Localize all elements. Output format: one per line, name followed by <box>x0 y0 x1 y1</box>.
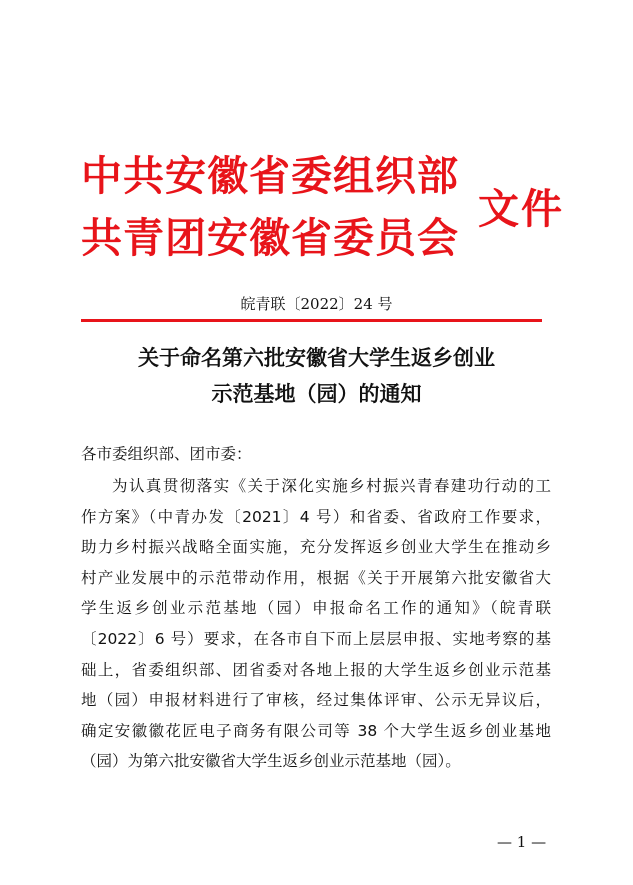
body-line-4: 村产业发展中的示范带动作用，根据《关于开展第六批安徽省大 <box>81 568 551 587</box>
body-line-5: 学生返乡创业示范基地（园）申报命名工作的通知》（皖青联 <box>81 599 551 618</box>
document-type-label: 文件 <box>478 185 564 233</box>
body-paragraph <box>81 471 551 777</box>
body-line-3: 助力乡村振兴战略全面实施，充分发挥返乡创业大学生在推动乡 <box>81 538 551 557</box>
issuer-name-line-2: 共青团安徽省委员会 <box>81 214 459 262</box>
salutation: 各市委组织部、团市委： <box>81 445 252 463</box>
body-line-10: （园）为第六批安徽省大学生返乡创业示范基地（园）。 <box>81 752 461 771</box>
body-line-1: 为认真贯彻落实《关于深化实施乡村振兴青春建功行动的工 <box>112 477 551 495</box>
notice-title-line-1: 关于命名第六批安徽省大学生返乡创业 <box>138 345 495 370</box>
body-line-6: 〔2022〕6 号）要求，在各市自下而上层层申报、实地考察的基 <box>81 629 551 648</box>
issuer-name-line-1: 中共安徽省委组织部 <box>81 152 459 200</box>
red-separator-line <box>81 319 542 322</box>
document-number: 皖青联〔2022〕24 号 <box>240 295 393 313</box>
body-line-2: 作方案》（中青办发〔2021〕4 号）和省委、省政府工作要求， <box>81 507 551 526</box>
body-line-7: 础上，省委组织部、团省委对各地上报的大学生返乡创业示范基 <box>81 660 551 679</box>
notice-title-line-2: 示范基地（园）的通知 <box>211 381 422 406</box>
body-line-9: 确定安徽徽花匠电子商务有限公司等 38 个大学生返乡创业基地 <box>81 721 551 740</box>
page-number: — 1 — <box>497 833 547 851</box>
body-line-8: 地（园）申报材料进行了审核，经过集体评审、公示无异议后， <box>81 691 551 710</box>
